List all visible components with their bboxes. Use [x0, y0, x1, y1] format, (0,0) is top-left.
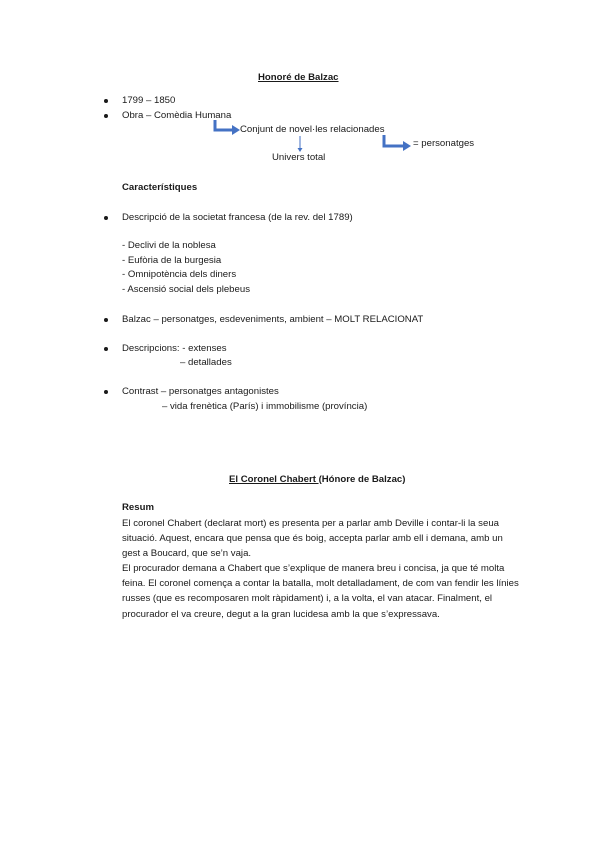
bullet-years: 1799 – 1850 — [122, 95, 176, 106]
bullet-descripcions: Descripcions: - extenses — [122, 343, 227, 354]
section-title-underlined: El Coronel Chabert — [229, 474, 319, 485]
sublist-item: - Ascensió social dels plebeus — [122, 284, 250, 295]
bullet-descripcions-line2: – detallades — [180, 357, 232, 368]
resum-heading: Resum — [122, 502, 154, 513]
bullet-icon — [104, 390, 108, 394]
resum-paragraph: El coronel Chabert (declarat mort) es presenta per a parlar amb Deville i contar-li la seua situació. Aquest, encara que pensa que és boig, accepta parlar amb ell i demana, amb un gest a Boucard, que se’n vaja. — [122, 518, 503, 560]
bullet-icon — [104, 318, 108, 322]
bullet-descripcio: Descripció de la societat francesa (de la rev. del 1789) — [122, 212, 353, 223]
diagram-node-univers: Univers total — [272, 152, 326, 163]
elbow-arrow-icon — [381, 135, 413, 153]
diagram-node-personatges: = personatges — [413, 138, 475, 149]
bullet-balzac: Balzac – personatges, esdeveniments, ambient – MOLT RELACIONAT — [122, 314, 424, 325]
bullet-contrast-line2: – vida frenètica (París) i immobilisme (província) — [162, 401, 368, 412]
bullet-icon — [104, 347, 108, 351]
bullet-icon — [104, 216, 108, 220]
bullet-icon — [104, 114, 108, 118]
bullet-obra: Obra – Comèdia Humana — [122, 110, 232, 121]
section-title-rest: (Hónore de Balzac) — [318, 474, 406, 485]
characteristics-heading: Característiques — [122, 182, 198, 193]
page-title: Honoré de Balzac — [258, 72, 339, 83]
diagram-node-novels: Conjunt de novel·les relacionades — [240, 124, 385, 135]
sublist-item: - Eufòria de la burgesia — [122, 255, 222, 266]
sublist-item: - Omnipotència dels diners — [122, 269, 237, 280]
section-title — [229, 474, 405, 486]
elbow-arrow-icon — [212, 119, 242, 137]
sublist-item: - Declivi de la noblesa — [122, 240, 216, 251]
bullet-contrast: Contrast – personatges antagonistes — [122, 386, 279, 397]
resum-paragraph: El procurador demana a Chabert que s’explique de manera breu i concisa, ja que té molta feina. El coronel comença a contar la batalla, molt detalladament, de com van fendir les línies russes (que es recomposaren molt ràpidament) i, a la volta, el van atacar. Finalment, el procurador el va creure, degut a la gran lucidesa amb la que s’expressava. — [122, 563, 519, 620]
bullet-icon — [104, 99, 108, 103]
